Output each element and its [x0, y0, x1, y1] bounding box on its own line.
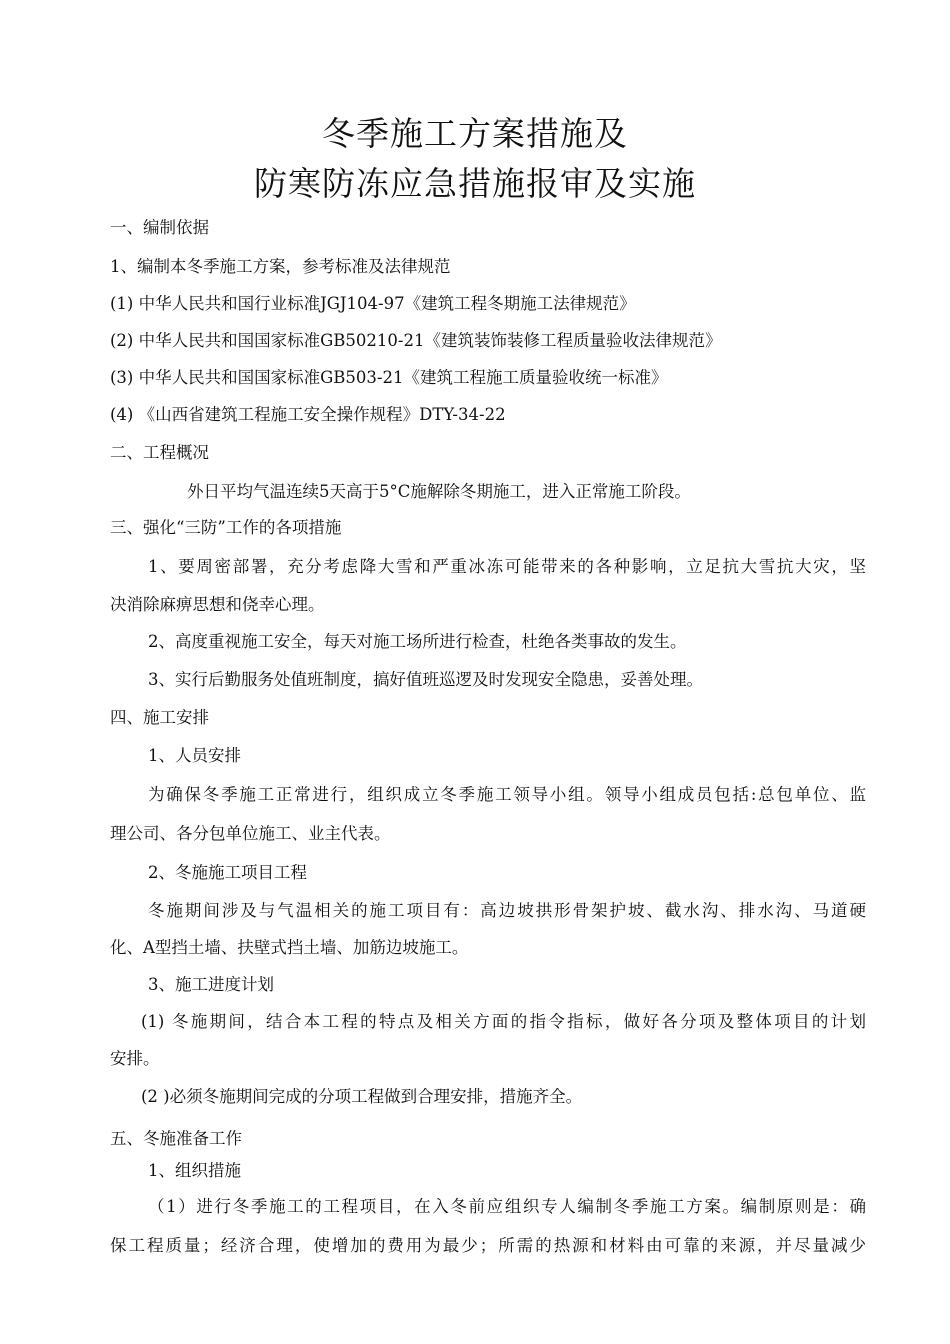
document-title-line-1: 冬季施工方案措施及: [322, 114, 628, 153]
section-heading-arrangement: 四、施工安排: [110, 708, 209, 727]
reference-4: (4) 《山西省建筑工程施工安全操作规程》DTY-34-22: [110, 405, 506, 424]
schedule-item-2: (2 )必须冬施期间完成的分项工程做到合理安排，措施齐全。: [141, 1087, 583, 1106]
section-heading-measures: 三、强化“三防”工作的各项措施: [110, 518, 342, 537]
section-heading-preparation: 五、冬施准备工作: [110, 1129, 242, 1148]
arrangement-2-heading: 2、冬施施工项目工程: [148, 863, 307, 882]
preparation-paragraph-line-2: 保工程质量；经济合理，使增加的费用为最少；所需的热源和材料由可靠的来源，并尽量减少: [110, 1236, 866, 1255]
document-title-line-2: 防寒防冻应急措施报审及实施: [254, 164, 696, 203]
arrangement-1-heading: 1、人员安排: [148, 746, 241, 765]
measure-2: 2、高度重视施工安全，每天对施工场所进行检查，杜绝各类事故的发生。: [148, 632, 687, 651]
arrangement-1-paragraph-line-2: 理公司、各分包单位施工、业主代表。: [110, 824, 391, 843]
preparation-paragraph-line-1: （1）进行冬季施工的工程项目，在入冬前应组织专人编制冬季施工方案。编制原则是：确: [148, 1197, 866, 1216]
measure-1-line-2: 决消除麻痹思想和侥幸心理。: [110, 595, 325, 614]
measure-1-line-1: 1、要周密部署，充分考虑降大雪和严重冰冻可能带来的各种影响，立足抗大雪抗大灾，坚: [148, 557, 866, 576]
arrangement-3-heading: 3、施工进度计划: [148, 975, 274, 994]
preparation-1-heading: 1、组织措施: [148, 1161, 241, 1180]
arrangement-1-paragraph-line-1: 为确保冬季施工正常进行，组织成立冬季施工领导小组。领导小组成员包括:总包单位、监: [148, 785, 866, 804]
schedule-item-1-line-2: 安排。: [110, 1049, 160, 1068]
basis-item-1: 1、编制本冬季施工方案，参考标准及法律规范: [110, 257, 451, 276]
measure-3: 3、实行后勤服务处值班制度，搞好值班巡逻及时发现安全隐患，妥善处理。: [148, 670, 703, 689]
schedule-item-1-line-1: (1) 冬施期间，结合本工程的特点及相关方面的指令指标，做好各分项及整体项目的计划: [141, 1012, 866, 1031]
arrangement-2-paragraph-line-2: 化、A型挡土墙、扶壁式挡土墙、加筋边坡施工。: [110, 938, 469, 957]
arrangement-2-paragraph-line-1: 冬施期间涉及与气温相关的施工项目有：高边坡拱形骨架护坡、截水沟、排水沟、马道硬: [148, 901, 866, 920]
section-heading-basis: 一、编制依据: [110, 218, 209, 237]
reference-2: (2) 中华人民共和国国家标准GB50210-21《建筑装饰装修工程质量验收法律规范》: [110, 331, 722, 350]
overview-paragraph: 外日平均气温连续5天高于5°C施解除冬期施工，进入正常施工阶段。: [187, 482, 691, 501]
reference-1: (1) 中华人民共和国行业标准JGJ104-97《建筑工程冬期施工法律规范》: [110, 294, 636, 313]
reference-3: (3) 中华人民共和国国家标准GB503-21《建筑工程施工质量验收统一标准》: [110, 368, 668, 387]
section-heading-overview: 二、工程概况: [110, 443, 209, 462]
